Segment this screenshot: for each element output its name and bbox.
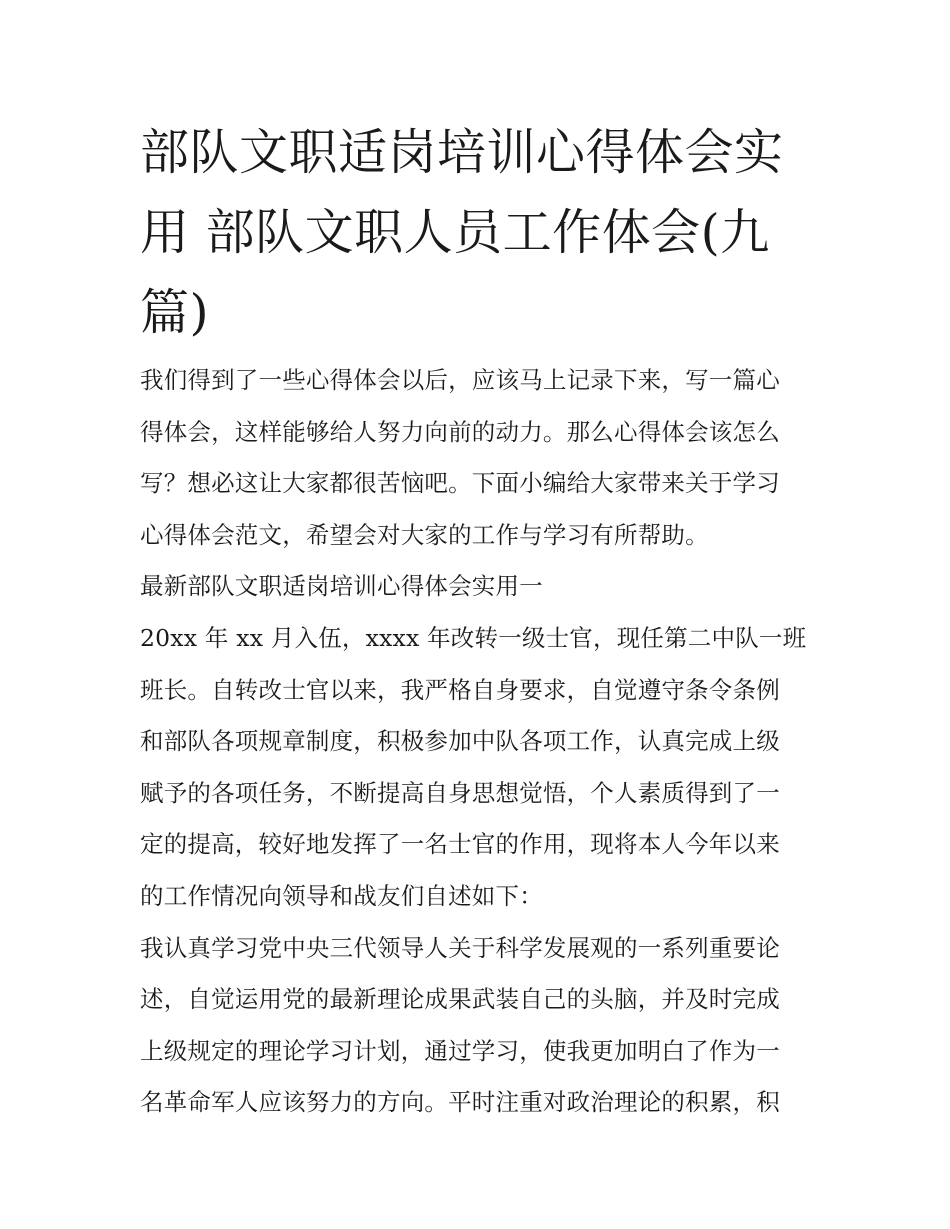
body-line: 和部队各项规章制度，积极参加中队各项工作，认真完成上级 — [140, 727, 780, 756]
body-line: 20xx 年 xx 月入伍，xxxx 年改转一级士官，现任第二中队一班 — [140, 623, 807, 652]
body-line: 名革命军人应该努力的方向。平时注重对政治理论的积累，积 — [140, 1088, 780, 1117]
body-line: 得体会，这样能够给人努力向前的动力。那么心得体会该怎么 — [140, 417, 780, 446]
title-line: 部队文职适岗培训心得体会实 — [140, 124, 784, 181]
document-body — [140, 355, 820, 1129]
body-line: 上级规定的理论学习计划，通过学习，使我更加明白了作为一 — [140, 1036, 780, 1065]
body-line: 赋予的各项任务，不断提高自身思想觉悟，个人素质得到了一 — [140, 778, 780, 807]
title-line: 用 部队文职人员工作体会(九 — [140, 204, 770, 261]
body-line: 写？想必这让大家都很苦恼吧。下面小编给大家带来关于学习 — [140, 469, 780, 498]
document-title — [140, 113, 820, 353]
body-line: 的工作情况向领导和战友们自述如下： — [140, 881, 543, 910]
body-line: 述，自觉运用党的最新理论成果武装自己的头脑，并及时完成 — [140, 985, 780, 1014]
body-line: 心得体会范文，希望会对大家的工作与学习有所帮助。 — [140, 520, 709, 549]
section-heading: 最新部队文职适岗培训心得体会实用一 — [140, 572, 543, 601]
body-line: 我们得到了一些心得体会以后，应该马上记录下来，写一篇心 — [140, 366, 780, 394]
body-line: 班长。自转改士官以来，我严格自身要求，自觉遵守条令条例 — [140, 675, 780, 704]
title-line: 篇) — [140, 284, 210, 341]
body-line: 定的提高，较好地发挥了一名士官的作用，现将本人今年以来 — [140, 830, 780, 859]
body-line: 我认真学习党中央三代领导人关于科学发展观的一系列重要论 — [140, 933, 780, 962]
